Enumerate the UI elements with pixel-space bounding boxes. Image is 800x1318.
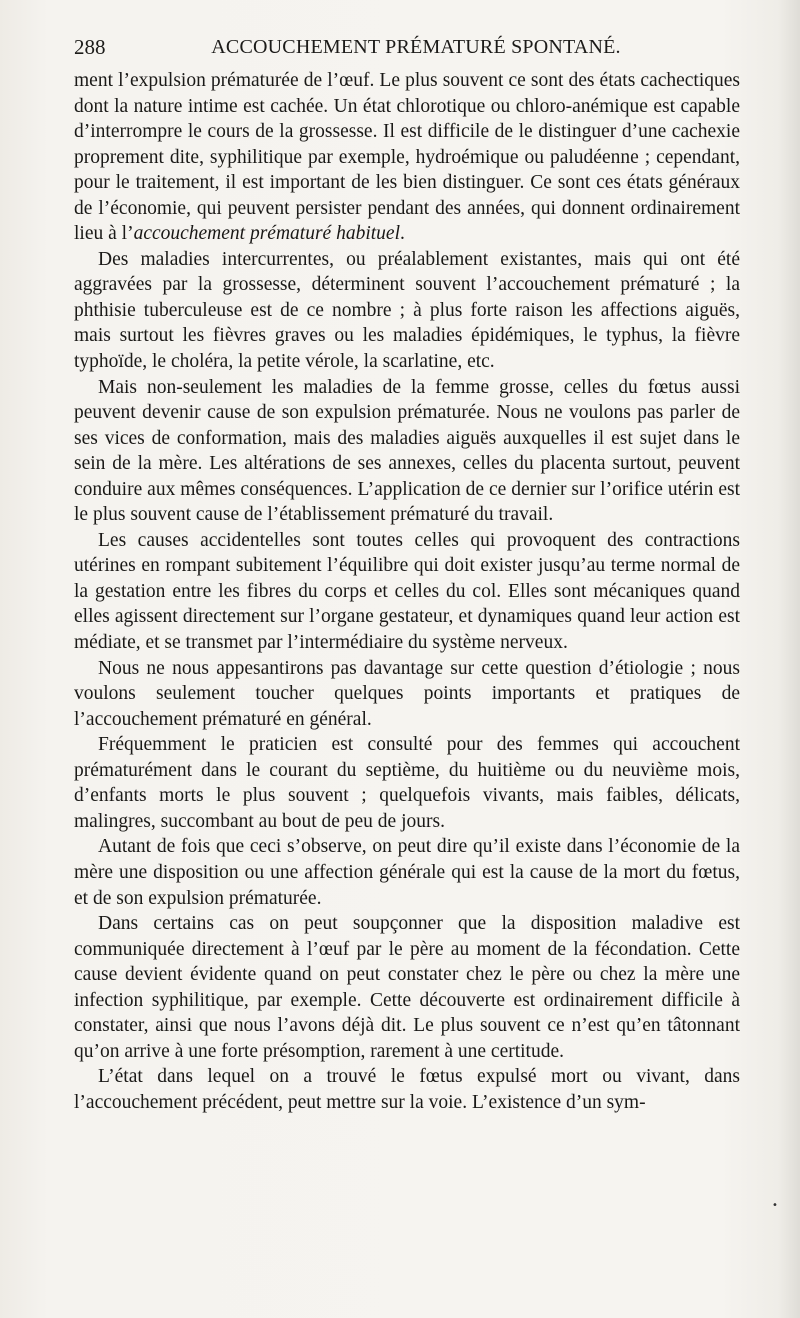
- paragraph-1-end: .: [399, 223, 405, 245]
- paragraph-1-text: ment l’expulsion prématurée de l’œuf. Le plus souvent ce sont des états cachectiques dont la nature intime est cachée. Un état chlorotique ou chloro-anémique est capable d’interrompre le cours de la grossesse. Il est difficile de le distinguer d’une cachexie proprement dite, syphilitique par exemple, hydroémique ou paludéenne ; cependant, pour le traitement, il est important de les bien distinguer. Ce sont ces états généraux de l’économie, qui peuvent persister pendant des années, qui donnent ordinairement lieu à l’: [74, 70, 740, 245]
- paragraph-2: Des maladies intercurrentes, ou préalablement existantes, mais qui ont été aggravées par la grossesse, déterminent souvent l’accouchement prématuré ; la phthisie tuberculeuse est de ce nombre ; à plus forte raison les affections aiguës, mais surtout les fièvres graves ou les maladies épidémiques, le typhus, la fièvre typhoïde, le choléra, la petite vérole, la scarlatine, etc.: [74, 248, 740, 373]
- paragraph-4: Les causes accidentelles sont toutes celles qui provoquent des contractions utérines en rompant subitement l’équilibre qui doit exister jusqu’au terme normal de la gestation entre les fibres du corps et celles du col. Elles sont mécaniques quand elles agissent directement sur l’organe gestateur, et dynamiques quand leur action est médiate, et se transmet par l’intermédiaire du système nerveux.: [74, 529, 740, 654]
- italic-term: accouchement prématuré habituel: [133, 223, 400, 245]
- paragraph-1: [74, 68, 740, 247]
- margin-mark: •: [772, 1200, 778, 1211]
- paragraph-3: Mais non-seulement les maladies de la femme grosse, celles du fœtus aussi peuvent devenir cause de son expulsion prématurée. Nous ne voulons pas parler de ses vices de conformation, mais des maladies aiguës auxquelles il est sujet dans le sein de la mère. Les altérations de ses annexes, celles du placenta surtout, peuvent conduire aux mêmes conséquences. L’application de ce dernier sur l’orifice utérin est le plus souvent cause de l’établissement prématuré du travail.: [74, 376, 740, 526]
- paragraph-5: Nous ne nous appesantirons pas davantage sur cette question d’étiologie ; nous voulons seulement toucher quelques points importants et pratiques de l’accouchement prématuré en général.: [74, 657, 740, 730]
- body-text: [74, 68, 740, 1115]
- paragraph-8: Dans certains cas on peut soupçonner que la disposition maladive est communiquée directement à l’œuf par le père au moment de la fécondation. Cette cause devient évidente quand on peut constater chez le père ou chez la mère une infection syphilitique, par exemple. Cette découverte est ordinairement difficile à constater, ainsi que nous l’avons déjà dit. Le plus souvent ce n’est qu’en tâtonnant qu’on arrive à une forte présomption, rarement à une certitude.: [74, 913, 740, 1062]
- paragraph-9: L’état dans lequel on a trouvé le fœtus expulsé mort ou vivant, dans l’accouchement précédent, peut mettre sur la voie. L’existence d’un sym-: [74, 1066, 740, 1113]
- paragraph-6: Fréquemment le praticien est consulté pour des femmes qui accouchent prématurément dans le courant du septième, du huitième ou du neuvième mois, d’enfants morts le plus souvent ; quelquefois vivants, mais faibles, délicats, malingres, succombant au bout de peu de jours.: [74, 734, 740, 832]
- running-title: ACCOUCHEMENT PRÉMATURÉ SPONTANÉ.: [211, 36, 621, 58]
- page-header: [74, 30, 738, 64]
- paragraph-7: Autant de fois que ceci s’observe, on peut dire qu’il existe dans l’économie de la mère une disposition ou une affection générale qui est la cause de la mort du fœtus, et de son expulsion prématurée.: [74, 836, 740, 909]
- page-edge-shadow: [778, 0, 800, 1318]
- page-number: 288: [74, 35, 106, 59]
